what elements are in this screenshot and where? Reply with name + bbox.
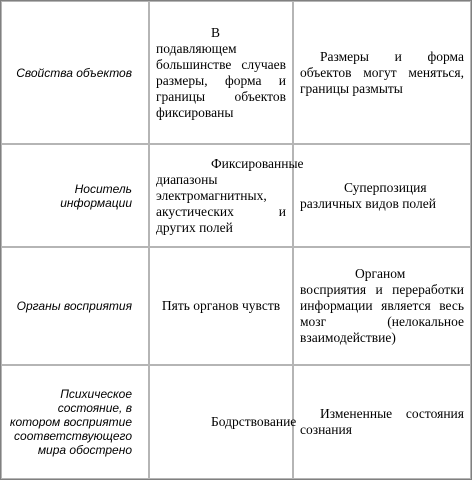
row-label-mental-state: Психическое состояние, в котором восприятие соответствующего мира обострено xyxy=(1,365,149,479)
table-row xyxy=(1,365,471,479)
row-label-information-carrier: Носитель информации xyxy=(1,144,149,247)
table-row xyxy=(1,1,471,144)
cell-object-properties-altered: Размеры и форма объектов могут меняться, границы размыты xyxy=(293,1,471,144)
cell-mental-state-normal: Бодрствование xyxy=(149,365,293,479)
cell-information-carrier-altered: Суперпозиция различных видов полей xyxy=(293,144,471,247)
table-row xyxy=(1,144,471,247)
cell-perception-organs-altered: Органом восприятия и переработки информации является весь мозг (нелокальное взаимодействие) xyxy=(293,247,471,365)
cell-information-carrier-normal: Фиксированные диапазоны электромагнитных, акустических и других полей xyxy=(149,144,293,247)
row-label-object-properties: Свойства объектов xyxy=(1,1,149,144)
cell-object-properties-normal: В подавляющем большинстве случаев размеры, форма и границы объектов фиксированы xyxy=(149,1,293,144)
table-row xyxy=(1,247,471,365)
cell-mental-state-altered: Измененные состояния сознания xyxy=(293,365,471,479)
cell-perception-organs-normal: Пять органов чувств xyxy=(149,247,293,365)
row-label-perception-organs: Органы восприятия xyxy=(1,247,149,365)
